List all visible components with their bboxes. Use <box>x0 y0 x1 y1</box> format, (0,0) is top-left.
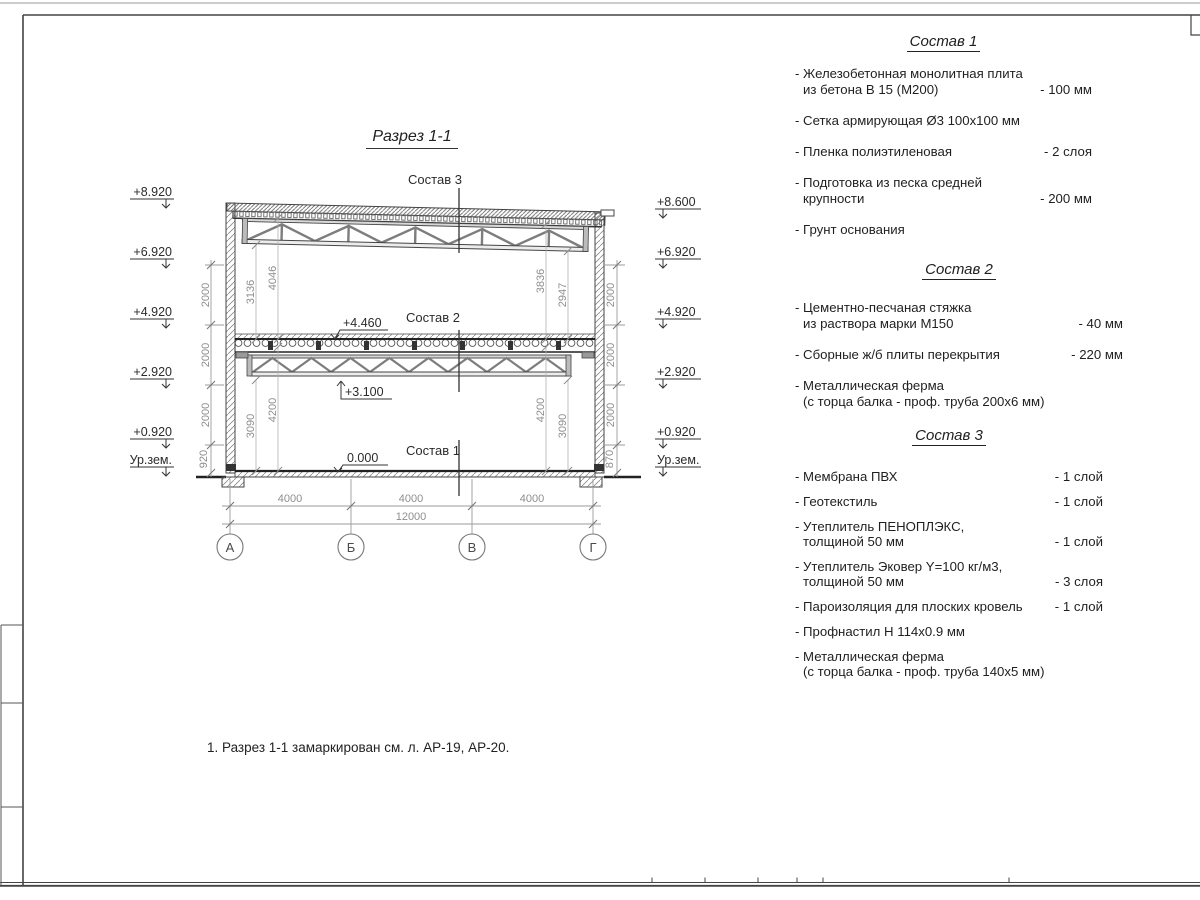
dim-label: 4046 <box>267 265 279 291</box>
callout-label: Состав 3 <box>408 172 462 187</box>
drawing-title: Разрез 1-1 <box>366 128 458 149</box>
right-wall <box>595 213 604 473</box>
list-item: - Пленка полиэтиленовая - 2 слоя <box>795 144 1092 159</box>
left-margin-stamp-boxes <box>1 625 23 886</box>
dim-label: 2000 <box>605 342 617 368</box>
composition-list-3 <box>795 428 1103 689</box>
list-item: - Мембрана ПВХ - 1 слой <box>795 469 1103 484</box>
elevation-marks-right <box>655 195 701 476</box>
left-wall <box>226 203 235 473</box>
left-wall-base-pad <box>226 464 236 471</box>
dim-label: 3090 <box>557 413 569 439</box>
floor2-truss-web <box>253 358 565 372</box>
sheet-note: 1. Разрез 1-1 замаркирован см. л. АР-19, АР-20. <box>207 740 510 755</box>
dim-label: 4000 <box>277 493 303 505</box>
floor2-left-bearing <box>236 352 248 358</box>
roof-truss-right-post <box>583 226 589 251</box>
right-foundation-pad <box>580 477 602 487</box>
floor2-right-bearing <box>582 352 594 358</box>
axis-label: Б <box>346 540 356 555</box>
title-block-top-ticks <box>652 878 1009 883</box>
level-label: +2.920 <box>657 365 696 379</box>
level-label: +4.460 <box>343 316 382 330</box>
list-item: - Цементно-песчаная стяжка из раствора марки М150 - 40 мм <box>795 300 1123 331</box>
dim-label: 3090 <box>245 413 257 439</box>
list-item: - Утеплитель Эковер Y=100 кг/м3, толщиной 50 мм - 3 слоя <box>795 559 1103 589</box>
roof-cornice-right <box>601 210 614 216</box>
list-item: - Геотекстиль - 1 слой <box>795 494 1103 509</box>
dim-label: 4200 <box>267 397 279 423</box>
list-item: - Металлическая ферма (с торца балка - проф. труба 200х6 мм) <box>795 378 1045 409</box>
dim-label: 870 <box>604 449 616 469</box>
level-label: +8.920 <box>133 185 172 199</box>
level-label: +0.920 <box>133 425 172 439</box>
level-label: +3.100 <box>345 385 384 399</box>
floor2-truss-right-post <box>566 355 571 376</box>
right-wall-base-pad <box>594 464 604 471</box>
dim-label: 3836 <box>535 268 547 294</box>
composition-3-header: Состав 3 <box>795 428 1103 443</box>
list-item: - Металлическая ферма (с торца балка - проф. труба 140х5 мм) <box>795 649 1045 679</box>
callout-label: Состав 1 <box>406 443 460 458</box>
dim-label: 4000 <box>398 493 424 505</box>
level-label: 0.000 <box>347 451 379 465</box>
axis-label: Г <box>589 540 597 555</box>
dim-label: 2000 <box>605 402 617 428</box>
dim-label: 2000 <box>200 282 212 308</box>
list-item: - Пароизоляция для плоских кровель - 1 слой <box>795 599 1103 614</box>
level-label: +0.920 <box>657 425 696 439</box>
level-label: +8.600 <box>657 195 696 209</box>
axis-bubbles <box>217 534 606 560</box>
dim-label: 2000 <box>605 282 617 308</box>
dimensions-bottom <box>222 479 601 534</box>
dim-label-total: 12000 <box>395 511 427 523</box>
list-item: - Профнастил Н 114х0.9 мм <box>795 624 965 639</box>
level-label: Ур.зем. <box>129 453 172 467</box>
composition-list-1 <box>795 34 1092 253</box>
list-item: - Железобетонная монолитная плита из бетона В 15 (М200) - 100 мм <box>795 66 1092 97</box>
roof-assembly <box>226 203 605 252</box>
dim-label: 4200 <box>535 397 547 423</box>
list-item: - Утеплитель ПЕНОПЛЭКС, толщиной 50 мм - 1 слой <box>795 519 1103 549</box>
floor2-truss-bottom-chord <box>251 372 569 376</box>
level-label: +4.920 <box>657 305 696 319</box>
composition-2-header: Состав 2 <box>795 262 1123 278</box>
dim-label: 4000 <box>519 493 545 505</box>
list-item: - Подготовка из песка средней крупности - 200 мм <box>795 175 1092 206</box>
elevation-marks-left <box>130 185 174 476</box>
dim-label: 2947 <box>557 282 569 308</box>
level-label: Ур.зем. <box>657 453 700 467</box>
dim-label: 2000 <box>200 342 212 368</box>
left-foundation-pad <box>222 477 244 487</box>
axis-label: А <box>225 540 235 555</box>
list-item: - Сетка армирующая Ø3 100х100 мм <box>795 113 1020 128</box>
list-item: - Грунт основания <box>795 222 905 237</box>
axis-label: В <box>467 540 477 555</box>
dim-label: 920 <box>198 449 210 469</box>
composition-1-header: Состав 1 <box>795 34 1092 50</box>
callout-label: Состав 2 <box>406 310 460 325</box>
composition-list-2 <box>795 262 1123 425</box>
dim-label: 2000 <box>200 402 212 428</box>
level-label: +6.920 <box>133 245 172 259</box>
floor2-truss-top-chord <box>247 355 571 358</box>
list-item: - Сборные ж/б плиты перекрытия - 220 мм <box>795 347 1123 362</box>
roof-truss-left-post <box>242 218 248 243</box>
level-label: +4.920 <box>133 305 172 319</box>
ground-assembly <box>196 471 641 487</box>
level-label: +2.920 <box>133 365 172 379</box>
dim-label: 3136 <box>245 279 257 305</box>
floor2-assembly <box>235 334 595 376</box>
level-label: +6.920 <box>657 245 696 259</box>
